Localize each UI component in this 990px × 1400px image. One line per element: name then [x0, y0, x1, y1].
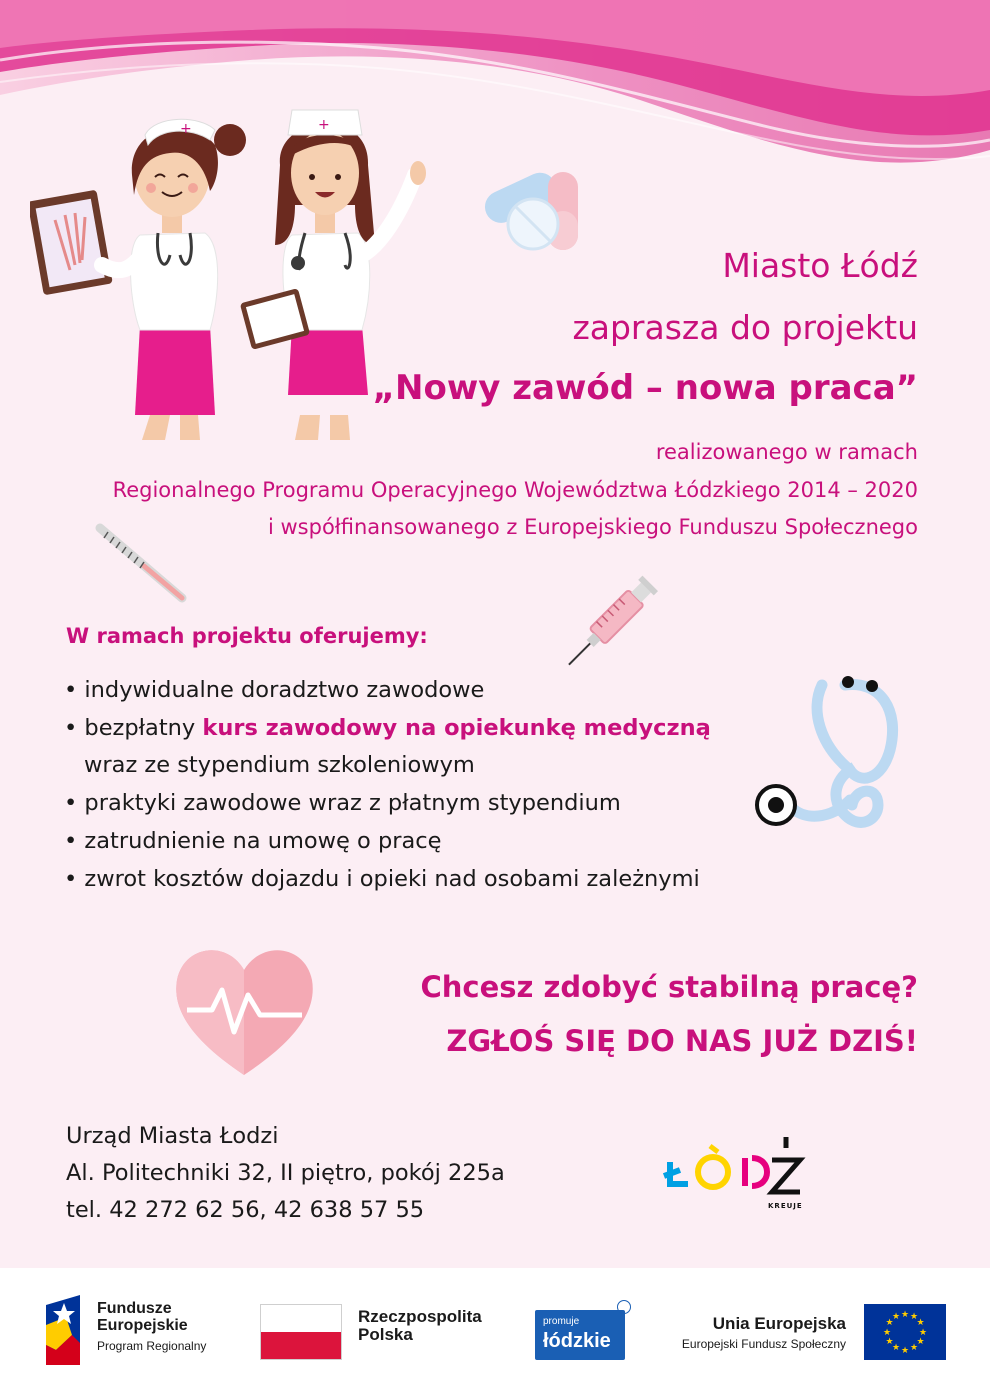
list-item: • indywidualne doradztwo zawodowe — [64, 677, 485, 703]
promo-small: promuje — [543, 1316, 580, 1327]
list-item — [64, 710, 711, 748]
svg-text:★: ★ — [916, 1337, 925, 1347]
fe-line2: Europejskie — [97, 1317, 188, 1334]
rp-line2: Polska — [358, 1325, 413, 1344]
fe-line3: Program Regionalny — [97, 1339, 207, 1353]
contact-phone: tel. 42 272 62 56, 42 638 57 55 — [66, 1197, 425, 1223]
list-item-continuation: wraz ze stypendium szkoleniowym — [84, 752, 475, 779]
svg-text:★: ★ — [885, 1318, 894, 1328]
svg-text:★: ★ — [900, 1346, 910, 1356]
subheader-line-2: Regionalnego Programu Operacyjnego Województwa Łódzkiego 2014 – 2020 — [112, 478, 918, 502]
offer-title: W ramach projektu oferujemy: — [66, 624, 428, 648]
svg-text:★: ★ — [900, 1310, 910, 1320]
lodz-kreuje-logo — [660, 1132, 810, 1212]
cta-action: ZGŁOŚ SIĘ DO NAS JUŻ DZIŚ! — [446, 1024, 918, 1058]
contact-block — [66, 1118, 505, 1229]
polish-flag — [260, 1304, 342, 1360]
svg-text:★: ★ — [909, 1312, 919, 1322]
subheader-line-3: i współfinansowanego z Europejskiego Funduszu Społecznego — [267, 515, 918, 539]
svg-text:+: + — [318, 117, 330, 133]
svg-text:★: ★ — [891, 1343, 901, 1353]
invitation-text: zaprasza do projektu — [572, 308, 918, 347]
list-item-prefix: • bezpłatny — [64, 714, 203, 741]
ue-line2: Europejski Fundusz Społeczny — [681, 1337, 846, 1351]
eu-flag — [864, 1304, 946, 1360]
svg-text:★: ★ — [909, 1343, 919, 1353]
list-item: • zatrudnienie na umowę o pracę — [64, 827, 442, 854]
promo-badge-icon — [617, 1300, 631, 1314]
list-item: • praktyki zawodowe wraz z płatnym stypendium — [64, 790, 621, 817]
fundusze-europejskie-logo — [42, 1295, 86, 1365]
rp-line1: Rzeczpospolita — [358, 1307, 482, 1326]
project-name: „Nowy zawód – nowa praca” — [372, 368, 918, 408]
cta-question: Chcesz zdobyć stabilną pracę? — [420, 970, 918, 1004]
offer-list — [64, 672, 711, 898]
promuje-lodzkie-logo — [535, 1310, 625, 1360]
heart-icon — [172, 940, 317, 1078]
svg-text:★: ★ — [916, 1318, 925, 1328]
svg-text:★: ★ — [882, 1328, 892, 1338]
contact-address: Al. Politechniki 32, II piętro, pokój 225a — [66, 1160, 505, 1186]
footer — [0, 1268, 990, 1400]
pills-icon — [478, 162, 588, 257]
syringe-icon — [560, 562, 675, 674]
thermometer-icon — [92, 520, 192, 605]
list-item: • zwrot kosztów dojazdu i opieki nad osobami zależnymi — [64, 865, 700, 892]
contact-office: Urząd Miasta Łodzi — [66, 1123, 279, 1149]
logo-tagline: KREUJE — [768, 1202, 803, 1210]
subheader-line-1: realizowanego w ramach — [655, 440, 918, 464]
svg-text:★: ★ — [918, 1328, 928, 1338]
promo-big: łódzkie — [543, 1330, 611, 1352]
stethoscope-icon — [750, 670, 900, 845]
svg-text:★: ★ — [885, 1337, 894, 1347]
nurse-left — [30, 119, 246, 440]
city-title: Miasto Łódź — [722, 246, 918, 285]
ue-line1: Unia Europejska — [712, 1314, 846, 1333]
course-highlight: kurs zawodowy na opiekunkę medyczną — [202, 714, 711, 741]
svg-text:★: ★ — [891, 1312, 901, 1322]
svg-text:+: + — [180, 121, 192, 137]
fe-line1: Fundusze — [97, 1300, 172, 1317]
